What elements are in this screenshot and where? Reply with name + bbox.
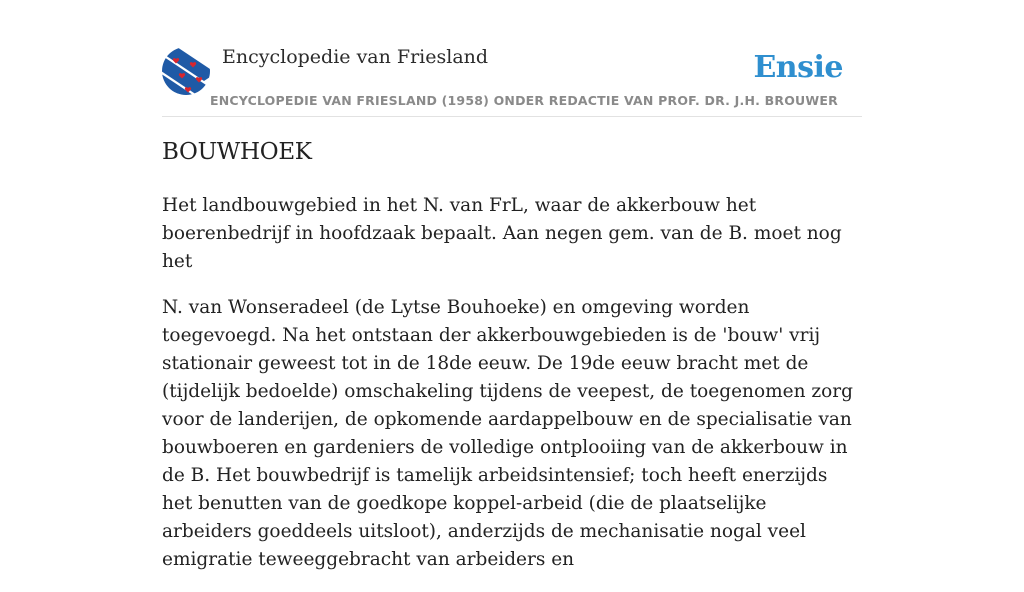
header xyxy=(162,44,862,117)
article-paragraph: N. van Wonseradeel (de Lytse Bouhoeke) en omgeving worden toegevoegd. Na het ontstaan der akkerbouwgebieden is de 'bouw' vrij stationair geweest tot in de 18de eeuw. De 19de eeuw bracht met de (tijdelijk bedoelde) omschakeling tijdens de veepest, de toegenomen zorg voor de landerijen, de opkomende aardappelbouw en de specialisatie van bouwboeren en gardeniers de volledige ontplooiing van de akkerbouw in de B. Het bouwbedrijf is tamelijk arbeidsintensief; toch heeft enerzijds het benutten van de goedkope koppel-arbeid (die de plaatselijke arbeiders goeddeels uitsloot), anderzijds de mechanisatie nogal veel emigratie teweeggebracht van arbeiders en xyxy=(162,297,853,570)
frisian-flag-logo-icon[interactable] xyxy=(162,47,210,95)
article-paragraph: Het landbouwgebied in het N. van FrL, waar de akkerbouw het boerenbedrijf in hoofdzaak bepaalt. Aan negen gem. van de B. moet nog het xyxy=(162,195,842,272)
entry-title: BOUWHOEK xyxy=(162,139,312,165)
article-body xyxy=(162,192,862,592)
ensie-brand-logo[interactable]: Ensie xyxy=(753,50,843,85)
source-title[interactable]: Encyclopedie van Friesland xyxy=(222,46,489,68)
source-subtitle: ENCYCLOPEDIE VAN FRIESLAND (1958) ONDER REDACTIE VAN PROF. DR. J.H. BROUWER xyxy=(210,93,838,108)
